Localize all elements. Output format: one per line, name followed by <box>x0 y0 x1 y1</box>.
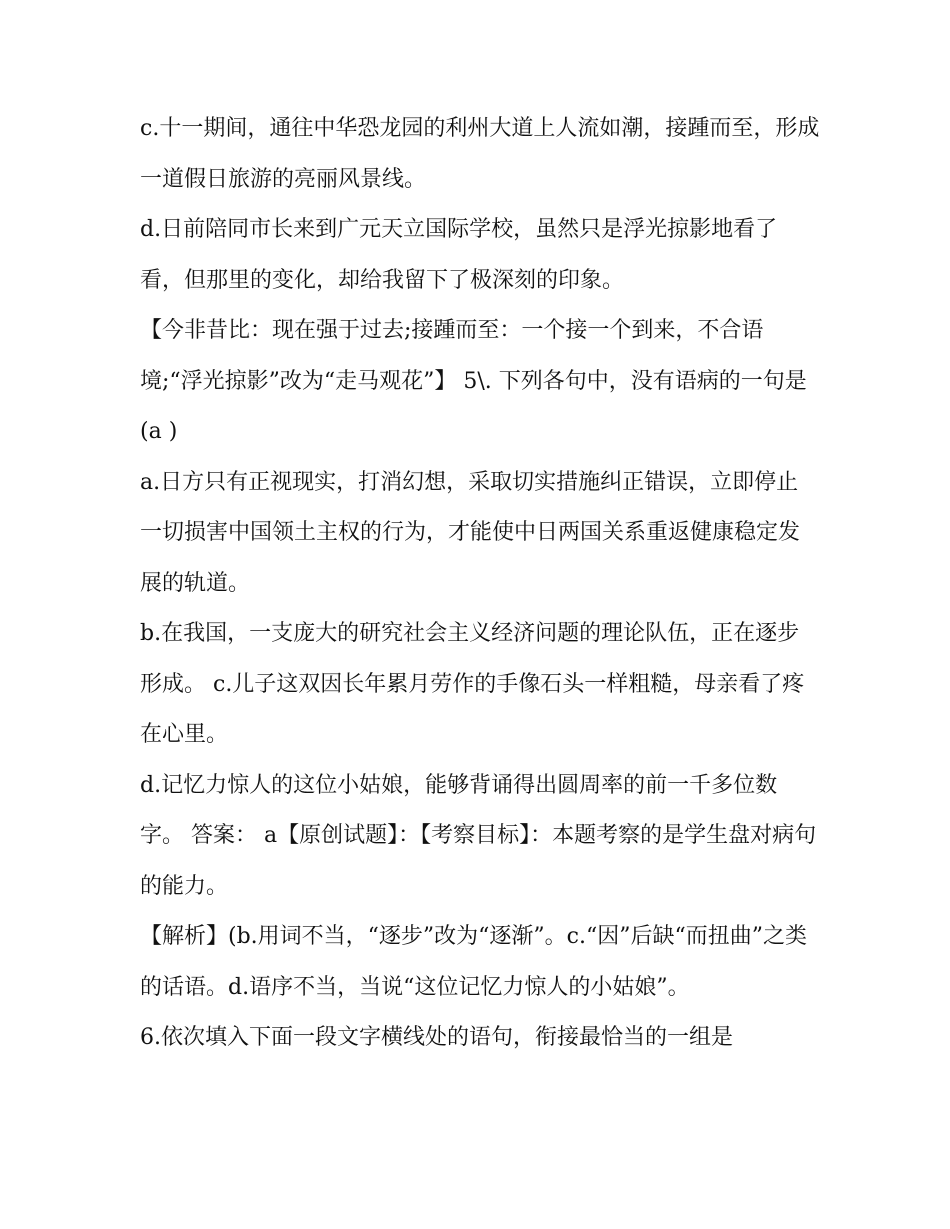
option-d-paragraph: d.日前陪同市长来到广元天立国际学校，虽然只是浮光掠影地看了看，但那里的变化，却给我留下了极深刻的印象。 <box>140 217 778 293</box>
analysis-paragraph: 【解析】(b.用词不当，“逐步”改为“逐渐”。c.“因”后缺“而扭曲”之类的话语。d.语序不当，当说“这位记忆力惊人的小姑娘”。 <box>140 924 807 1000</box>
option-a-paragraph: a.日方只有正视现实，打消幻想，采取切实措施纠正错误，立即停止一切损害中国领土主权的行为，才能使中日两国关系重返健康稳定发展的轨道。 <box>140 469 801 596</box>
explanation-and-question-5: 【今非昔比：现在强于过去;接踵而至：一个接一个到来，不合语境;“浮光掠影”改为“走马观花”】 5\. 下列各句中，没有语病的一句是(a ) <box>140 318 807 444</box>
option-d-answer-paragraph: d.记忆力惊人的这位小姑娘，能够背诵得出圆周率的前一千多位数字。 答案： a【原创试题】：【考察目标】：本题考察的是学生盘对病句的能力。 <box>140 772 817 899</box>
option-c-paragraph: c.十一期间，通往中华恐龙园的利州大道上人流如潮，接踵而至，形成一道假日旅游的亮丽风景线。 <box>140 116 820 192</box>
document-body <box>140 104 820 1064</box>
option-b-c-paragraph: b.在我国，一支庞大的研究社会主义经济问题的理论队伍，正在逐步形成。 c.儿子这双因长年累月劳作的手像石头一样粗糙，母亲看了疼在心里。 <box>140 621 805 747</box>
question-6-paragraph: 6.依次填入下面一段文字横线处的语句，衔接最恰当的一组是 <box>140 1025 733 1050</box>
